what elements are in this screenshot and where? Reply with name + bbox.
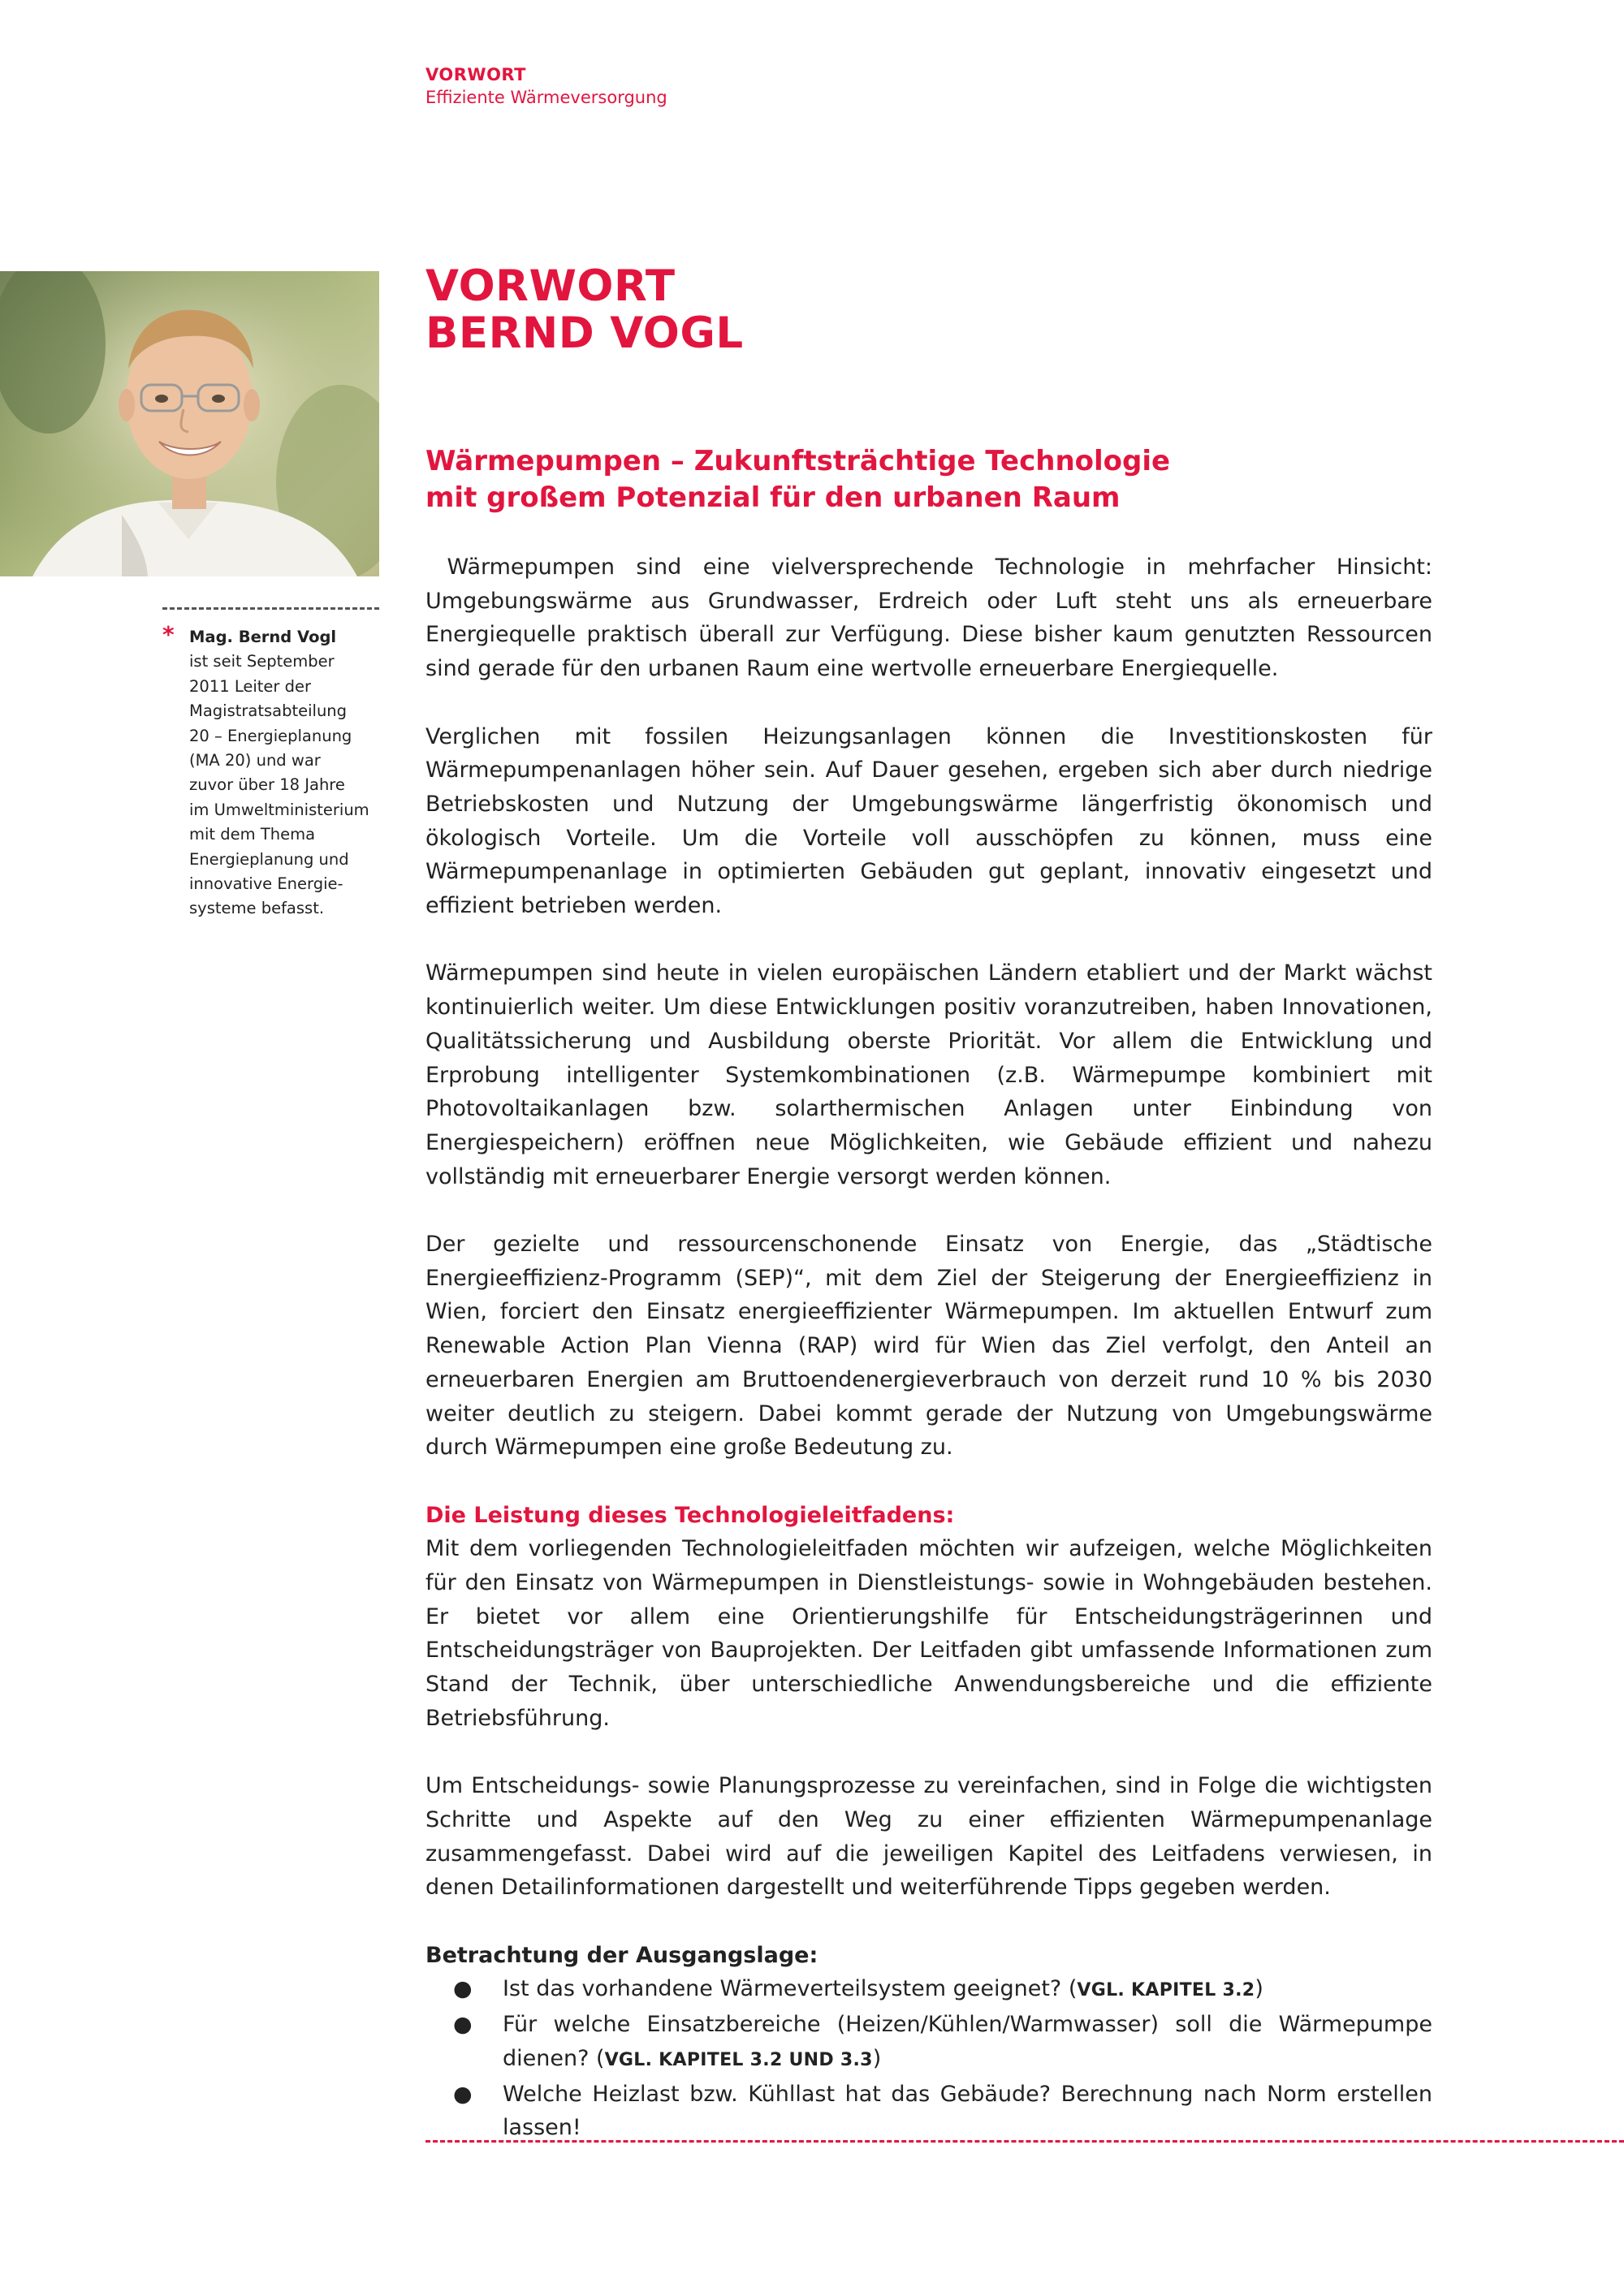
bullet-icon: ● [453, 2012, 473, 2038]
subtitle-line: mit großem Potenzial für den urbanen Raum [425, 481, 1121, 514]
body-paragraph: Wärmepumpen sind heute in vielen europäischen Ländern etabliert und der Markt wächst kontinuierlich weiter. Um diese Entwicklungen positiv voranzutreiben, haben Innovationen, Qualitätssicherung und Ausbildung oberste Priorität. Vor allem die Entwicklung und Erprobung intelligenter Systemkombinationen (z.B. Wärmepumpe kombiniert mit Photovoltaikanlagen bzw. solarthermischen Anlagen unter Einbindung von Energiespeichern) eröffnen neue Möglichkeiten, wie Gebäude effizient und nahezu vollständig mit erneuerbarer Energie versorgt werden können. [425, 960, 1432, 1189]
body-paragraph: Um Entscheidungs- sowie Planungsprozesse zu vereinfachen, sind in Folge die wichtigsten Schritte und Aspekte auf den Weg zu einer effizienten Wärmepumpenanlage zusammengefasst. Dabei wird auf die jeweiligen Kapitel des Leitfadens verwiesen, in denen Detailinformationen dargestellt und weiterführende Tipps gegeben werden. [425, 1773, 1432, 1901]
reference-open: ( [1068, 1976, 1078, 2002]
list-item [425, 2008, 1432, 2077]
page-title-line: BERND VOGL [425, 309, 744, 358]
page-title [425, 263, 744, 357]
author-bio [162, 621, 380, 921]
bio-line: 2011 Leiter der [189, 676, 312, 696]
article-subtitle [425, 443, 1170, 516]
reference-close: ) [872, 2045, 882, 2071]
chapter-reference: VGL. KAPITEL 3.2 UND 3.3 [604, 2049, 873, 2070]
list-item [425, 2078, 1432, 2145]
bullet-icon: ● [453, 2081, 473, 2107]
running-head [425, 63, 667, 109]
body-paragraph: Mit dem vorliegenden Technologieleitfaden möchten wir aufzeigen, welche Möglichkeiten für den Einsatz von Wärmepumpen in Dienstleistungs- sowie in Wohngebäuden bestehen. Er bietet vor allem eine Orientierungshilfe für Entscheidungsträgerinnen und Entscheidungsträger von Bauprojekten. Der Leitfaden gibt umfassende Informationen zum Stand der Technik, über unterschiedliche Anwendungsbereiche und die effiziente Betriebsführung. [425, 1536, 1432, 1731]
bio-name: Mag. Bernd Vogl [189, 628, 337, 646]
running-head-subsection: Effiziente Wärmeversorgung [425, 88, 667, 107]
bio-line: Magistratsabteilung [189, 701, 348, 721]
body-paragraph: Verglichen mit fossilen Heizungsanlagen können die Investitionskosten für Wärmepumpenanlagen höher sein. Auf Dauer gesehen, ergeben sich aber durch niedrige Betriebskosten und Nutzung der Umgebungswärme längerfristig ökonomisch und ökologisch Vorteile. Um die Vorteile voll ausschöpfen zu können, muss eine Wärmepumpenanlage in optimierten Gebäuden gut geplant, innovativ eingesetzt und effizient betrieben werden. [425, 723, 1432, 919]
list-item-text: Ist das vorhandene Wärmeverteilsystem geeignet? [503, 1976, 1069, 2002]
list-item-text: Für welche Einsatzbereiche (Heizen/Kühlen/Warmwasser) soll die Wärmepumpe dienen? [503, 2012, 1432, 2071]
bio-line: innovative Energie- [189, 874, 343, 894]
bio-line: ist seit September [189, 652, 335, 671]
page-title-line: VORWORT [425, 261, 676, 311]
bio-line: mit dem Thema [189, 825, 316, 844]
bio-marker: * [162, 621, 175, 648]
article-body [425, 550, 1440, 2145]
bio-line: (MA 20) und war [189, 751, 321, 770]
subtitle-line: Wärmepumpen – Zukunftsträchtige Technologie [425, 445, 1171, 477]
reference-close: ) [1255, 1976, 1263, 2002]
bio-divider [162, 607, 379, 610]
body-paragraph: Der gezielte und ressourcenschonende Einsatz von Energie, das „Städtische Energieeffizienz-Programm (SEP)“, mit dem Ziel der Steigerung der Energieeffizienz in Wien, forciert den Einsatz energieeffizienter Wärmepumpen. Im aktuellen Entwurf zum Renewable Action Plan Vienna (RAP) wird für Wien das Ziel verfolgt, den Anteil an erneuerbaren Energien am Bruttoendenergieverbrauch von derzeit rund 10 % bis 2030 weiter deutlich zu steigern. Dabei kommt gerade der Nutzung von Umgebungswärme durch Wärmepumpen eine große Bedeutung zu. [425, 1232, 1432, 1461]
reference-open: ( [596, 2045, 605, 2071]
bio-line: im Umweltministerium [189, 800, 369, 819]
section-heading-ausgangslage: Betrachtung der Ausgangslage: [425, 1942, 818, 1968]
checklist [425, 1972, 1432, 2145]
bio-line: zuvor über 18 Jahre [189, 775, 345, 795]
portrait-photo [0, 271, 379, 576]
list-item [425, 1972, 1432, 2008]
bullet-icon: ● [453, 1976, 473, 2002]
bio-line: systeme befasst. [189, 899, 325, 918]
footer-divider [425, 2140, 1624, 2143]
portrait-illustration [0, 271, 379, 576]
bio-text [189, 625, 380, 921]
body-paragraph: Wärmepumpen sind eine vielversprechende Technologie in mehrfacher Hinsicht: Umgebungswärme aus Grundwasser, Erdreich oder Luft steht uns als erneuerbare Energiequelle praktisch überall zur Verfügung. Diese bisher kaum genutzten Ressourcen sind gerade für den urbanen Raum eine wertvolle erneuerbare Energiequelle. [425, 555, 1440, 682]
running-head-section: VORWORT [425, 65, 526, 84]
bio-line: 20 – Energieplanung [189, 726, 352, 745]
bio-line: Energieplanung und [189, 849, 349, 869]
chapter-reference: VGL. KAPITEL 3.2 [1077, 1980, 1255, 2001]
list-item-text: Welche Heizlast bzw. Kühllast hat das Gebäude? Berechnung nach Norm erstellen lassen! [503, 2081, 1432, 2141]
section-heading-leistung: Die Leistung dieses Technologieleitfadens: [425, 1502, 955, 1528]
